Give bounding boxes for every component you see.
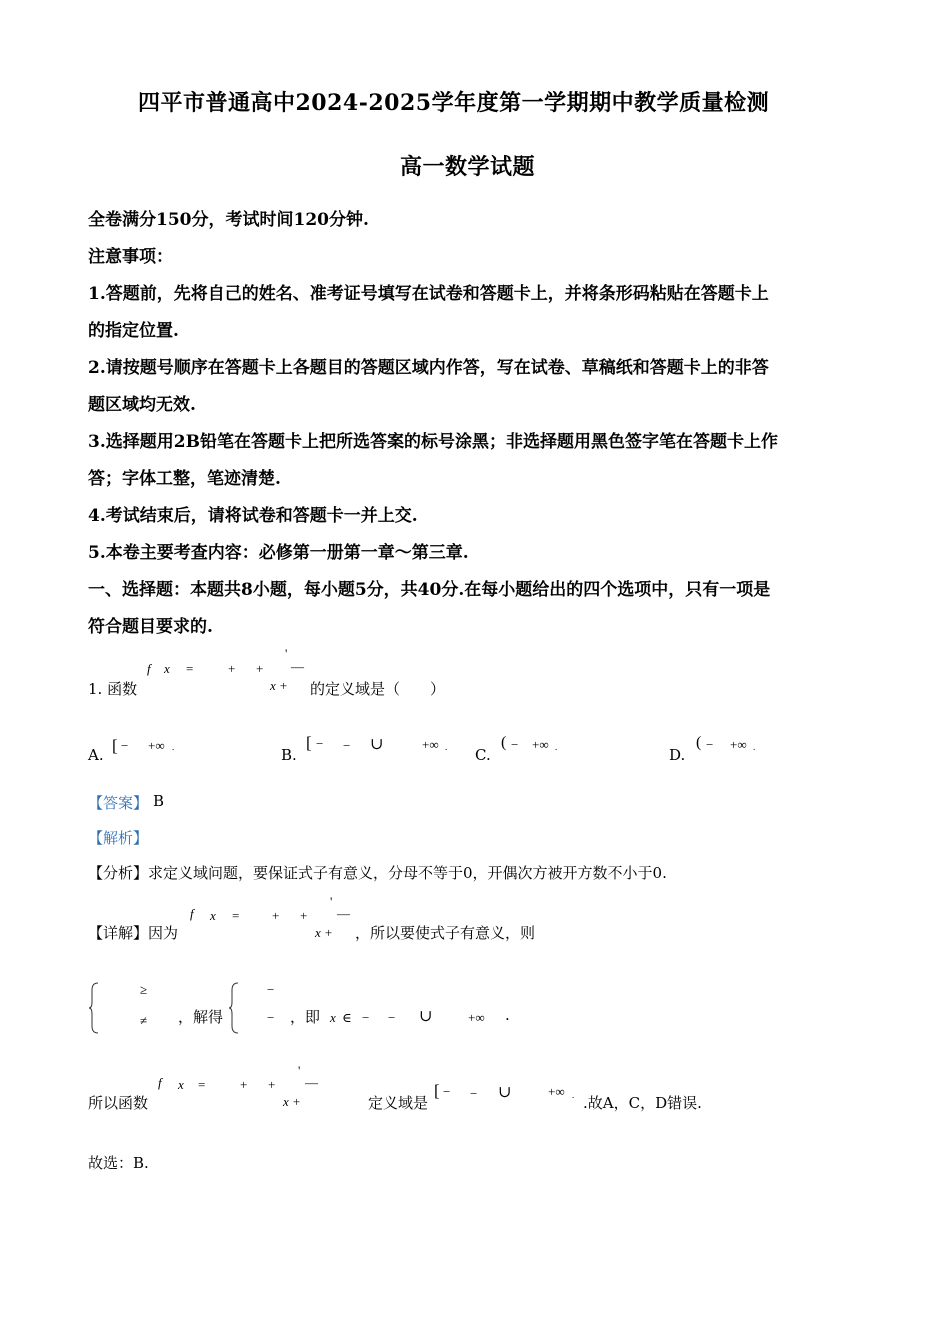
- period: .: [753, 742, 756, 752]
- fraction-bar: —: [337, 906, 350, 921]
- final-answer: 故选：B.: [88, 1154, 149, 1172]
- answer-tag: 【答案】: [88, 794, 149, 812]
- minus-sign: −: [388, 1010, 396, 1025]
- notice-line: 1.答题前，先将自己的姓名、准考证号填写在试卷和答题卡上，并将条形码粘贴在答题卡上: [88, 284, 769, 304]
- period: .: [505, 1006, 510, 1024]
- fraction-bar: —: [291, 659, 304, 674]
- infinity: +∞: [532, 737, 549, 752]
- math-plus: +: [240, 1077, 248, 1092]
- minus-sign: −: [121, 738, 129, 753]
- math-f: f: [190, 906, 194, 921]
- notice-header: 注意事项：: [88, 247, 173, 267]
- interval-bracket: [: [306, 733, 312, 752]
- answer-value: B: [153, 792, 165, 810]
- intro-text: 全卷满分150分，考试时间120分钟.: [88, 210, 369, 230]
- minus-sign: −: [511, 737, 519, 752]
- fraction-denominator: x +: [283, 1094, 301, 1109]
- infinity: +∞: [422, 737, 439, 752]
- infinity: +∞: [730, 737, 747, 752]
- period: .: [172, 742, 175, 752]
- minus-sign: −: [343, 738, 351, 753]
- option-label: B.: [281, 746, 297, 764]
- period: .: [445, 742, 448, 752]
- question-prefix: 1. 函数: [88, 680, 138, 698]
- interval-paren: (: [696, 734, 702, 751]
- math-plus: +: [256, 661, 264, 676]
- solve-text: ，解得: [178, 1008, 224, 1026]
- math-eq: =: [232, 908, 240, 923]
- math-eq: =: [186, 661, 194, 676]
- question-suffix: 的定义域是（ ）: [310, 680, 446, 698]
- minus-sign: −: [443, 1084, 451, 1099]
- notice-line: 题区域均无效.: [88, 395, 196, 415]
- option-label: A.: [88, 746, 104, 764]
- fraction-denominator: x +: [315, 925, 333, 940]
- option-label: D.: [669, 746, 686, 764]
- math-eq: =: [198, 1077, 206, 1092]
- conclusion-mid: 定义域是: [368, 1094, 429, 1112]
- notice-line: 3.选择题用2B铅笔在答题卡上把所选答案的标号涂黑；非选择题用黑色签字笔在答题卡上作: [88, 432, 778, 452]
- element-of: ∈: [342, 1010, 352, 1025]
- fraction-bar: —: [305, 1075, 318, 1090]
- interval-bracket: [: [112, 736, 118, 755]
- left-brace: [88, 982, 100, 1034]
- math-plus: +: [300, 908, 308, 923]
- period: .: [555, 742, 558, 752]
- math-tick: ': [285, 646, 288, 661]
- infinity: +∞: [148, 738, 165, 753]
- interval-paren: (: [501, 734, 507, 751]
- period: .: [572, 1090, 575, 1100]
- section-heading: 一、选择题：本题共8小题，每小题5分，共40分.在每小题给出的四个选项中，只有一项是: [88, 580, 771, 600]
- minus-sign: −: [267, 1010, 275, 1025]
- union-sign: ∪: [498, 1084, 512, 1101]
- minus-sign: −: [316, 736, 324, 751]
- right-brace: [228, 982, 240, 1034]
- interval-bracket: [: [434, 1081, 440, 1100]
- math-f: f: [158, 1075, 162, 1090]
- notice-line: 答；字体工整，笔迹清楚.: [88, 469, 281, 489]
- section-heading: 符合题目要求的.: [88, 617, 213, 637]
- math-plus: +: [268, 1077, 276, 1092]
- minus-sign: −: [267, 982, 275, 997]
- minus-sign: −: [362, 1010, 370, 1025]
- ne-sign: ≠: [140, 1013, 148, 1028]
- notice-line: 5.本卷主要考查内容：必修第一册第一章～第三章.: [88, 543, 469, 563]
- math-tick: ': [330, 894, 333, 909]
- detail-suffix: ，所以要使式子有意义，则: [355, 924, 536, 942]
- math-plus: +: [228, 661, 236, 676]
- math-f: f: [147, 661, 151, 676]
- infinity: +∞: [548, 1084, 565, 1099]
- minus-sign: −: [470, 1086, 478, 1101]
- ge-sign: ≥: [140, 982, 148, 997]
- union-sign: ∪: [419, 1008, 433, 1025]
- math-tick: ': [298, 1063, 301, 1078]
- math-x: x: [164, 661, 170, 676]
- ji-text: ，即: [290, 1008, 321, 1026]
- conclusion-prefix: 所以函数: [88, 1094, 149, 1112]
- math-x: x: [210, 908, 216, 923]
- fraction-denominator: x +: [270, 678, 288, 693]
- union-sign: ∪: [370, 736, 384, 753]
- option-label: C.: [475, 746, 491, 764]
- analysis-tag: 【解析】: [88, 829, 149, 847]
- conclusion-suffix: .故A，C，D错误.: [583, 1094, 702, 1112]
- page-title: 四平市普通高中2024-2025学年度第一学期期中教学质量检测: [138, 90, 770, 116]
- math-x: x: [178, 1077, 184, 1092]
- notice-line: 4.考试结束后，请将试卷和答题卡一并上交.: [88, 506, 418, 526]
- minus-sign: −: [706, 737, 714, 752]
- analysis-text: 【分析】求定义域问题，要保证式子有意义，分母不等于0，开偶次方被开方数不小于0.: [88, 864, 667, 882]
- detail-prefix: 【详解】因为: [88, 924, 179, 942]
- page-subtitle: 高一数学试题: [400, 154, 536, 180]
- infinity: +∞: [468, 1010, 485, 1025]
- notice-line: 2.请按题号顺序在答题卡上各题目的答题区域内作答，写在试卷、草稿纸和答题卡上的非答: [88, 358, 769, 378]
- notice-line: 的指定位置.: [88, 321, 179, 341]
- math-x: x: [330, 1010, 336, 1025]
- math-plus: +: [272, 908, 280, 923]
